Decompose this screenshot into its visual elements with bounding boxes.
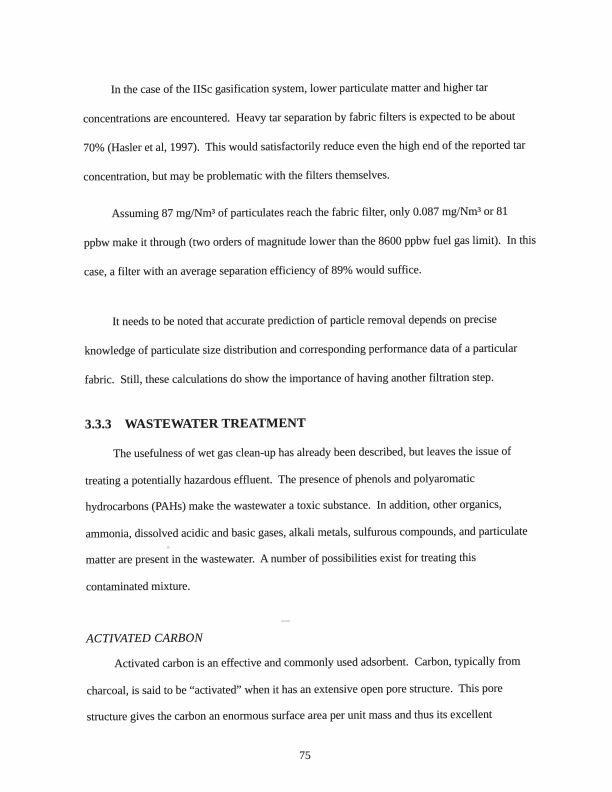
paragraph-line: 70% (Hasler et al, 1997). This would satisfactorily reduce even the high end of the reported tar: [83, 138, 526, 155]
paragraph-particulates: [84, 196, 555, 286]
section-number: 3.3.3: [84, 416, 112, 432]
paragraph-line: charcoal, is said to be “activated” when it has an extensive open pore structure. This pore: [86, 681, 503, 697]
paragraph-line: ammonia, dissolved acidic and basic gases, alkali metals, sulfurous compounds, and particulate: [85, 524, 528, 541]
section-title: WASTEWATER TREATMENT: [124, 415, 306, 432]
scan-artifact: [167, 546, 170, 549]
paragraph-line: The usefulness of wet gas clean-up has already been described, but leaves the issue of: [113, 444, 512, 461]
paragraph-line: matter are present in the wastewater. A number of possibilities exist for treating this: [85, 551, 476, 567]
page-number: 75: [299, 749, 311, 763]
paragraph-line: concentrations are encountered. Heavy tar separation by fabric filters is expected to be about: [83, 109, 516, 126]
paragraph-line: ppbw make it through (two orders of magnitude lower than the 8600 ppbw fuel gas limit). In this: [83, 233, 537, 250]
paragraph-line: contaminated mixture.: [85, 579, 191, 594]
paragraph-line: It needs to be noted that accurate prediction of particle removal depends on precise: [112, 312, 497, 329]
paragraph-line: Assuming 87 mg/Nm³ of particulates reach the fabric filter, only 0.087 mg/Nm³ or 81: [111, 204, 508, 221]
paragraph-line: Activated carbon is an effective and commonly used adsorbent. Carbon, typically from: [114, 654, 521, 671]
paragraph-line: knowledge of particulate size distribution and corresponding performance data of a particular: [84, 341, 518, 358]
paragraph-particle-removal: [84, 304, 555, 394]
paragraph-line: hydrocarbons (PAHs) make the wastewater a toxic substance. In addition, other organics,: [85, 497, 502, 514]
paragraph-wastewater: [85, 438, 556, 600]
paragraph-line: concentration, but may be problematic with the filters themselves.: [83, 168, 390, 184]
paragraph-activated-carbon: [86, 648, 556, 731]
paragraph-fabric-filters: [83, 72, 554, 191]
paragraph-line: fabric. Still, these calculations do show the importance of having another filtration step.: [84, 370, 494, 387]
paragraph-line: structure gives the carbon an enormous surface area per unit mass and thus its excellent: [86, 708, 493, 724]
subsection-heading: ACTIVATED CARBON: [86, 630, 203, 646]
paragraph-line: case, a filter with an average separation efficiency of 89% would suffice.: [83, 263, 422, 279]
paragraph-line: In the case of the IISc gasification system, lower particulate matter and higher tar: [110, 80, 488, 97]
section-heading: [85, 412, 555, 433]
scan-artifact: [281, 620, 290, 622]
paragraph-line: treating a potentially hazardous effluent. The presence of phenols and polyaromatic: [85, 471, 475, 487]
